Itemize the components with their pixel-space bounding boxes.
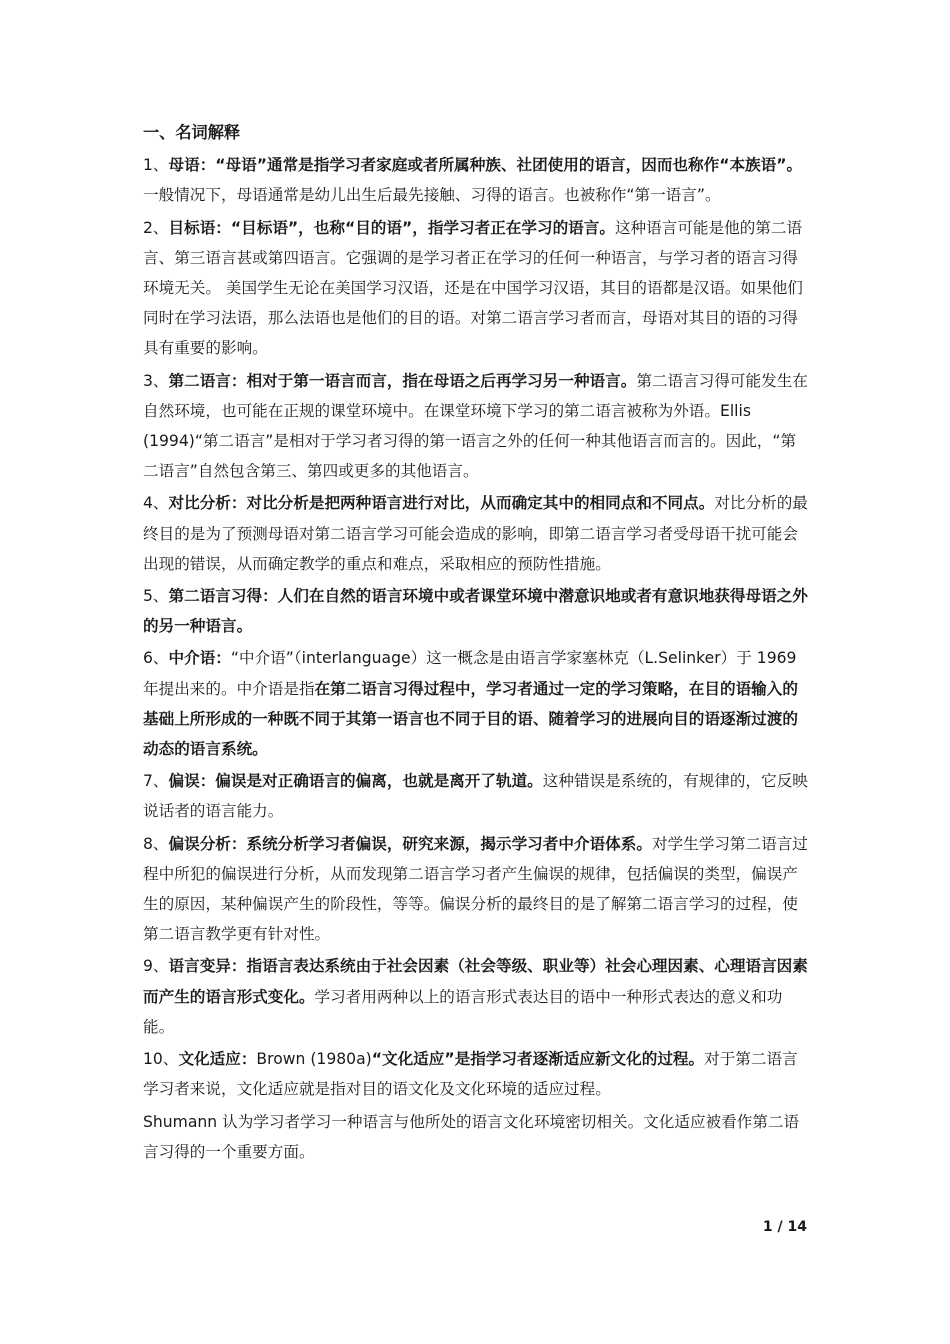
definition-emphasis: 母语：“母语”通常是指学习者家庭或者所属种族、社团使用的语言，因而也称作“本族语”。 (168, 156, 803, 175)
definition-list (143, 150, 811, 1167)
definition-entry (143, 829, 811, 950)
page-body (143, 118, 811, 1169)
definition-text: “中介语”（interlanguage）这一概念是由语言学家塞林克（L.Selinker）于 1969 年提出来的。中介语是指 (143, 649, 797, 698)
definition-emphasis: 中介语： (168, 649, 231, 668)
definition-text: 3、 (143, 371, 169, 390)
definition-entry (143, 581, 811, 641)
definition-entry (143, 643, 811, 764)
definition-text: 7、 (143, 772, 169, 791)
definition-text: 6、 (143, 649, 169, 668)
definition-entry (143, 366, 811, 487)
definition-text: 这种错误是系统的，有规律的，它反映说话者的语言能力。 (143, 772, 808, 821)
definition-emphasis: “文化适应”是指学习者逐渐适应新文化的过程。 (371, 1050, 705, 1069)
definition-text: 2、 (143, 218, 169, 237)
definition-emphasis: 对比分析：对比分析是把两种语言进行对比，从而确定其中的相同点和不同点。 (168, 494, 715, 513)
definition-emphasis: 目标语：“目标语”，也称“目的语”，指学习者正在学习的语言。 (168, 218, 615, 237)
definition-text: 对比分析的最终目的是为了预测母语对第二语言学习可能会造成的影响，即第二语言学习者受母语干扰可能会出现的错误，从而确定教学的重点和难点，采取相应的预防性措施。 (143, 494, 808, 573)
definition-text: 5、 (143, 587, 169, 606)
definition-text: Shumann 认为学习者学习一种语言与他所处的语言文化环境密切相关。文化适应被看作第二语言习得的一个重要方面。 (143, 1112, 800, 1161)
definition-entry (143, 213, 811, 364)
definition-text: 10、 (143, 1050, 179, 1069)
definition-entry (143, 488, 811, 579)
definition-text: 这种语言可能是他的第二语言、第三语言甚或第四语言。它强调的是学习者正在学习的任何一种语言，与学习者的语言习得环境无关。 美国学生无论在美国学习汉语，还是在中国学习汉语，其目的语都是汉语。如果他们同时在学习法语，那么法语也是他们的目的语。对第二语言学习者而言，母语对其目的语的习得具有重要的影响。 (143, 218, 803, 358)
definition-text: 8、 (143, 834, 169, 853)
definition-emphasis: 偏误分析：系统分析学习者偏误，研究来源，揭示学习者中介语体系。 (168, 834, 652, 853)
definition-text: 4、 (143, 494, 169, 513)
definition-text: 对学生学习第二语言过程中所犯的偏误进行分析，从而发现第二语言学习者产生偏误的规律，包括偏误的类型，偏误产生的原因，某种偏误产生的阶段性，等等。偏误分析的最终目的是了解第二语言学习的过程，使第二语言教学更有针对性。 (143, 834, 808, 944)
section-title: 一、名词解释 (143, 123, 241, 142)
definition-entry (143, 1107, 811, 1167)
definition-text: 一般情况下，母语通常是幼儿出生后最先接触、习得的语言。也被称作“第一语言”。 (143, 186, 721, 205)
definition-emphasis: 偏误：偏误是对正确语言的偏离，也就是离开了轨道。 (168, 772, 543, 791)
definition-entry (143, 1044, 811, 1104)
definition-emphasis: 在第二语言习得过程中，学习者通过一定的学习策略，在目的语输入的基础上所形成的一种既不同于其第一语言也不同于目的语、随着学习的进展向目的语逐渐过渡的动态的语言系统。 (143, 679, 798, 759)
definition-text: 第二语言习得可能发生在自然环境，也可能在正规的课堂环境中。在课堂环境下学习的第二语言被称为外语。Ellis (1994)“第二语言”是相对于学习者习得的第一语言之外的任何一种其他语言而言的。因此，“第二语言”自然包含第三、第四或更多的其他语言。 (143, 371, 808, 481)
definition-text: 对于第二语言学习者来说，文化适应就是指对目的语文化及文化环境的适应过程。 (143, 1050, 798, 1099)
page-indicator: 1 / 14 (762, 1219, 807, 1235)
definition-emphasis: 语言变异：指语言表达系统由于社会因素（社会等级、职业等）社会心理因素、心理语言因素而产生的语言形式变化。 (143, 957, 808, 1006)
definition-entry (143, 951, 811, 1042)
definition-emphasis: 第二语言习得：人们在自然的语言环境中或者课堂环境中潜意识地或者有意识地获得母语之外的另一种语言。 (143, 587, 808, 636)
definition-entry (143, 766, 811, 826)
definition-emphasis: 第二语言：相对于第一语言而言，指在母语之后再学习另一种语言。 (168, 371, 637, 390)
definition-entry (143, 150, 811, 210)
definition-text: 9、 (143, 957, 169, 976)
definition-emphasis: 文化适应： (178, 1050, 257, 1069)
definition-text: 学习者用两种以上的语言形式表达目的语中一种形式表达的意义和功能。 (143, 987, 783, 1036)
definition-text: 1、 (143, 156, 169, 175)
definition-text: Brown (1980a) (256, 1050, 372, 1069)
